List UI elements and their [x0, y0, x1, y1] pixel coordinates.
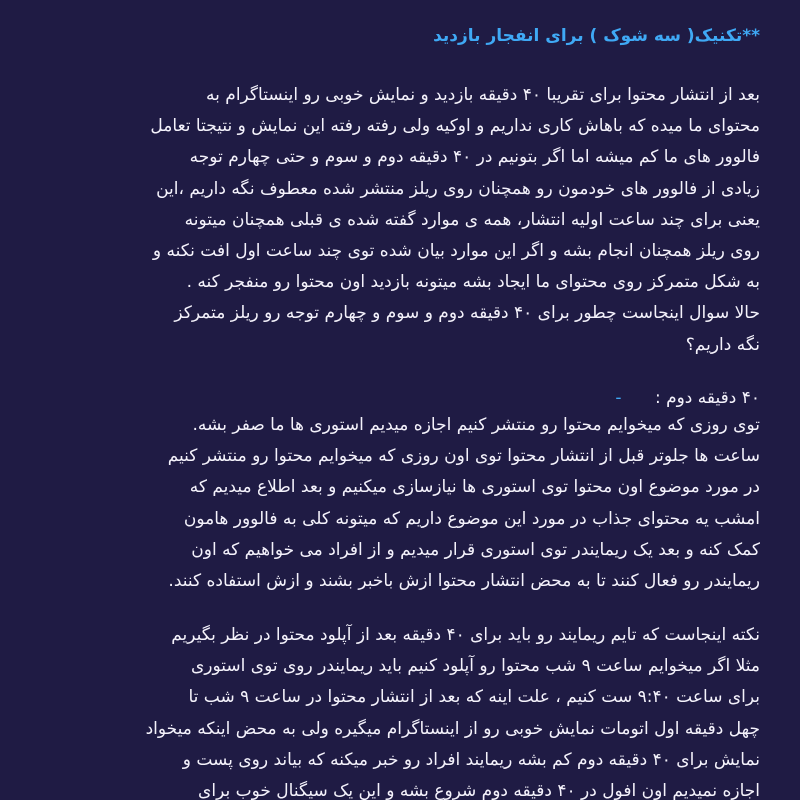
- paragraph-line: نکته اینجاست که تایم ریمایند رو باید برای ۴۰ دقیقه بعد از آپلود محتوا در نظر بگیریم: [171, 625, 760, 645]
- bullet-marker: -: [615, 388, 622, 408]
- paragraph-intro: [40, 80, 760, 361]
- paragraph-line: نگه داریم؟: [685, 334, 760, 355]
- bullet-item: [40, 384, 760, 412]
- paragraph-second-40-minutes: [40, 410, 760, 597]
- paragraph-line: یعنی برای چند ساعت اولیه انتشار، همه ی موارد گفته شده ی قبلی همچنان میتونه: [184, 209, 760, 230]
- paragraph-line: چهل دقیقه اول اتومات نمایش خوبی رو از اینستاگرام میگیره ولی به محض اینکه میخواد: [145, 718, 760, 739]
- paragraph-line: امشب یه محتوای جذاب در مورد این موضوع داریم که میتونه کلی به فالوور هامون: [183, 508, 760, 529]
- paragraph-line: به شکل متمرکز روی محتوای ما ایجاد بشه میتونه بازدید اون محتوا رو منفجر کنه .: [186, 272, 760, 293]
- paragraph-line: برای ساعت ۹:۴۰ ست کنیم ، علت اینه که بعد از انتشار محتوا در ساعت ۹ شب تا: [188, 687, 760, 708]
- bullet-label: ۴۰ دقیقه دوم :: [654, 388, 760, 408]
- paragraph-reminder-note: [40, 620, 760, 800]
- document-title: **تکنیک( سه شوک ) برای انفجار بازدید: [433, 26, 760, 46]
- paragraph-line: روی ریلز همچنان انجام بشه و اگر این موارد بیان شده توی چند ساعت اول افت نکنه و: [152, 240, 760, 261]
- paragraph-line: بعد از انتشار محتوا برای تقریبا ۴۰ دقیقه بازدید و نمایش خوبی رو اینستاگرام به: [206, 85, 760, 105]
- paragraph-line: ریمایندر رو فعال کنند تا به محض انتشار محتوا ازش باخبر بشند و ازش استفاده کنند.: [168, 570, 760, 591]
- paragraph-line: در مورد موضوع اون محتوا توی استوری ها نیازسازی میکنیم و بعد اطلاع میدیم که: [189, 477, 760, 498]
- paragraph-line: محتوای ما میده که باهاش کاری نداریم و اوکیه ولی رفته رفته این نمایش و نتیجتا تعامل: [150, 116, 760, 137]
- paragraph-line: کمک کنه و بعد یک ریمایندر توی استوری قرار میدیم و از افراد می خواهیم که اون: [191, 539, 760, 560]
- paragraph-line: مثلا اگر میخوایم ساعت ۹ شب محتوا رو آپلود کنیم باید ریمایندر روی توی استوری: [190, 656, 760, 677]
- paragraph-line: زیادی از فالوور های خودمون رو همچنان روی ریلز منتشر شده معطوف نگه داریم ،این: [156, 178, 760, 199]
- paragraph-line: حالا سوال اینجاست چطور برای ۴۰ دقیقه دوم و سوم و چهارم توجه رو ریلز متمرکز: [174, 303, 760, 324]
- paragraph-line: نمایش برای ۴۰ دقیقه دوم کم بشه ریمایند افراد رو خبر میکنه که بیاند روی پست و: [182, 749, 760, 770]
- paragraph-line: توی روزی که میخوایم محتوا رو منتشر کنیم اجازه میدیم استوری ها ما صفر بشه.: [192, 415, 760, 435]
- paragraph-line: اجازه نمیدیم اون افول در ۴۰ دقیقه دوم شروع بشه و این یک سیگنال خوب برای: [198, 780, 760, 800]
- paragraph-line: ساعت ها جلوتر قبل از انتشار محتوا توی اون روزی که میخوایم محتوا رو منتشر کنیم: [167, 446, 760, 467]
- paragraph-line: فالوور های ما کم میشه اما اگر بتونیم در ۴۰ دقیقه دوم و سوم و حتی چهارم توجه: [189, 147, 760, 168]
